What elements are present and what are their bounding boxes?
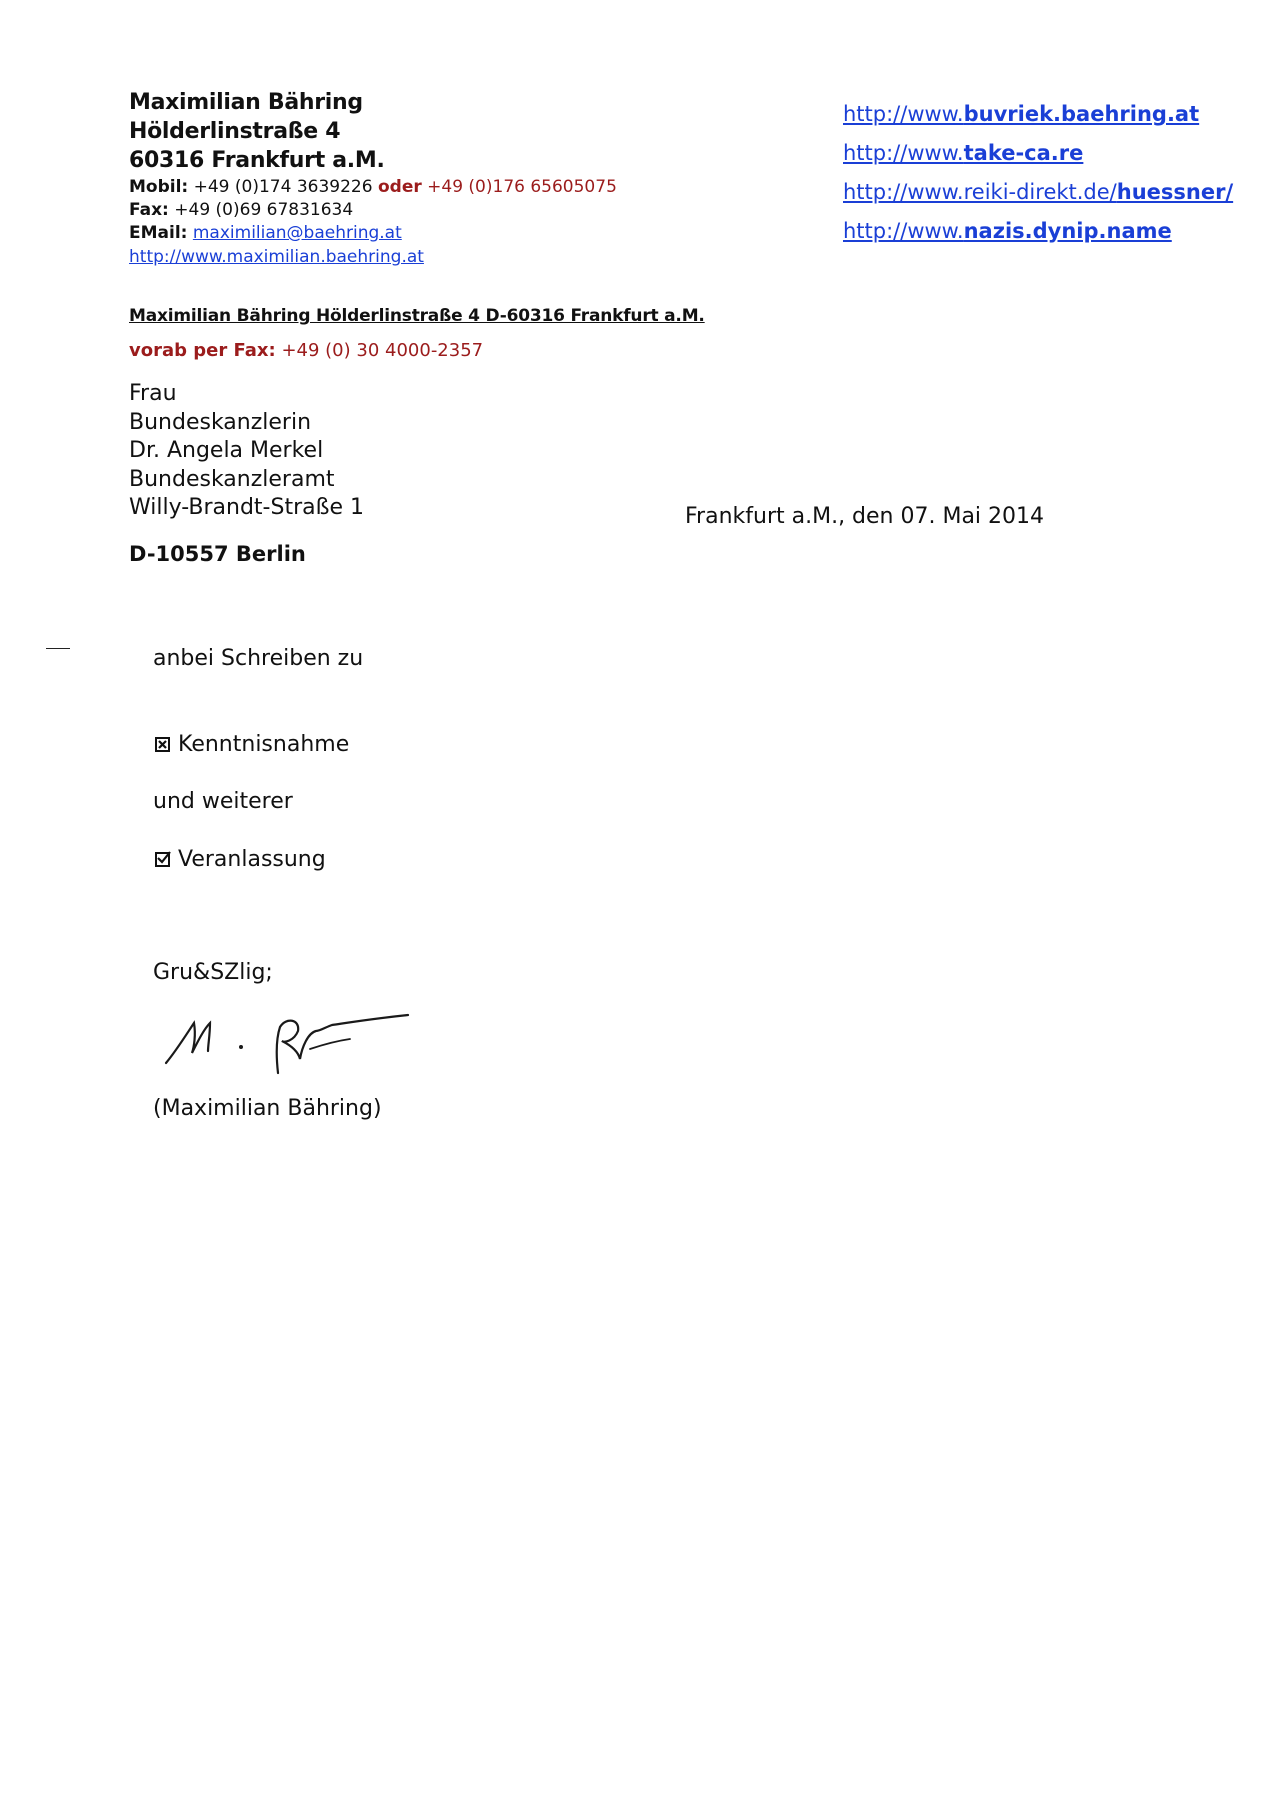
- checkmark-checkbox-icon: [155, 852, 170, 867]
- weblink-4-domain: nazis.dynip.name: [963, 219, 1172, 243]
- signature-name: (Maximilian Bähring): [153, 1096, 382, 1121]
- weblink-3[interactable]: [843, 180, 1233, 204]
- sender-mobile-line: [129, 177, 617, 197]
- date-line: Frankfurt a.M., den 07. Mai 2014: [685, 504, 1045, 529]
- mobile-number-2: +49 (0)176 65605075: [427, 177, 617, 197]
- return-address: Maximilian Bähring Hölderlinstraße 4 D-60316 Frankfurt a.M.: [129, 306, 705, 326]
- option-kenntnisnahme: [155, 732, 349, 757]
- sender-email-line: [129, 223, 402, 243]
- crossed-checkbox-icon: [155, 737, 170, 752]
- body-connector: und weiterer: [153, 789, 293, 814]
- website-link[interactable]: http://www.maximilian.baehring.at: [129, 247, 424, 267]
- weblink-3-domain: huessner/: [1116, 180, 1234, 204]
- weblink-1[interactable]: [843, 102, 1199, 126]
- recipient-line-1: Frau: [129, 381, 177, 406]
- recipient-line-2: Bundeskanzlerin: [129, 409, 312, 435]
- fax-number: +49 (0)69 67831634: [174, 200, 354, 220]
- option-veranlassung: [155, 847, 326, 872]
- email-link[interactable]: maximilian@baehring.at: [192, 223, 402, 243]
- sender-website-line: [129, 247, 424, 267]
- fold-mark: [46, 648, 70, 649]
- weblink-4-prefix: http://www.: [843, 219, 964, 243]
- mobile-number-1: +49 (0)174 3639226: [193, 177, 373, 197]
- fax-notice-number: +49 (0) 30 4000-2357: [281, 340, 484, 361]
- option-1-label: Kenntnisnahme: [178, 732, 350, 757]
- weblink-4[interactable]: [843, 219, 1172, 243]
- recipient-line-3: Dr. Angela Merkel: [129, 438, 324, 463]
- recipient-line-5: Willy-Brandt-Straße 1: [129, 495, 364, 520]
- sender-street: Hölderlinstraße 4: [129, 119, 341, 144]
- mobile-or: oder: [377, 177, 422, 197]
- weblink-2[interactable]: [843, 141, 1083, 165]
- handwritten-signature: [160, 1005, 420, 1080]
- fax-label: Fax:: [129, 200, 169, 220]
- sender-name: Maximilian Bähring: [129, 90, 363, 115]
- closing-greeting: Gru&SZlig;: [153, 960, 273, 985]
- fax-notice-label: vorab per Fax:: [129, 340, 276, 361]
- mobile-label: Mobil:: [129, 177, 189, 197]
- weblink-2-domain: take-ca.re: [963, 141, 1084, 165]
- recipient-city: D-10557 Berlin: [129, 542, 306, 566]
- fax-notice: [129, 340, 483, 361]
- weblink-3-prefix: http://www.reiki-direkt.de/: [843, 180, 1117, 204]
- body-intro: anbei Schreiben zu: [153, 646, 364, 671]
- recipient-line-4: Bundeskanzleramt: [129, 466, 335, 492]
- weblink-1-domain: buvriek.baehring.at: [963, 102, 1200, 126]
- sender-fax-line: [129, 200, 353, 220]
- weblink-1-prefix: http://www.: [843, 102, 964, 126]
- recipient-address: [129, 380, 364, 523]
- sender-city: 60316 Frankfurt a.M.: [129, 148, 385, 173]
- weblink-2-prefix: http://www.: [843, 141, 964, 165]
- option-2-label: Veranlassung: [178, 847, 326, 872]
- email-label: EMail:: [129, 223, 188, 243]
